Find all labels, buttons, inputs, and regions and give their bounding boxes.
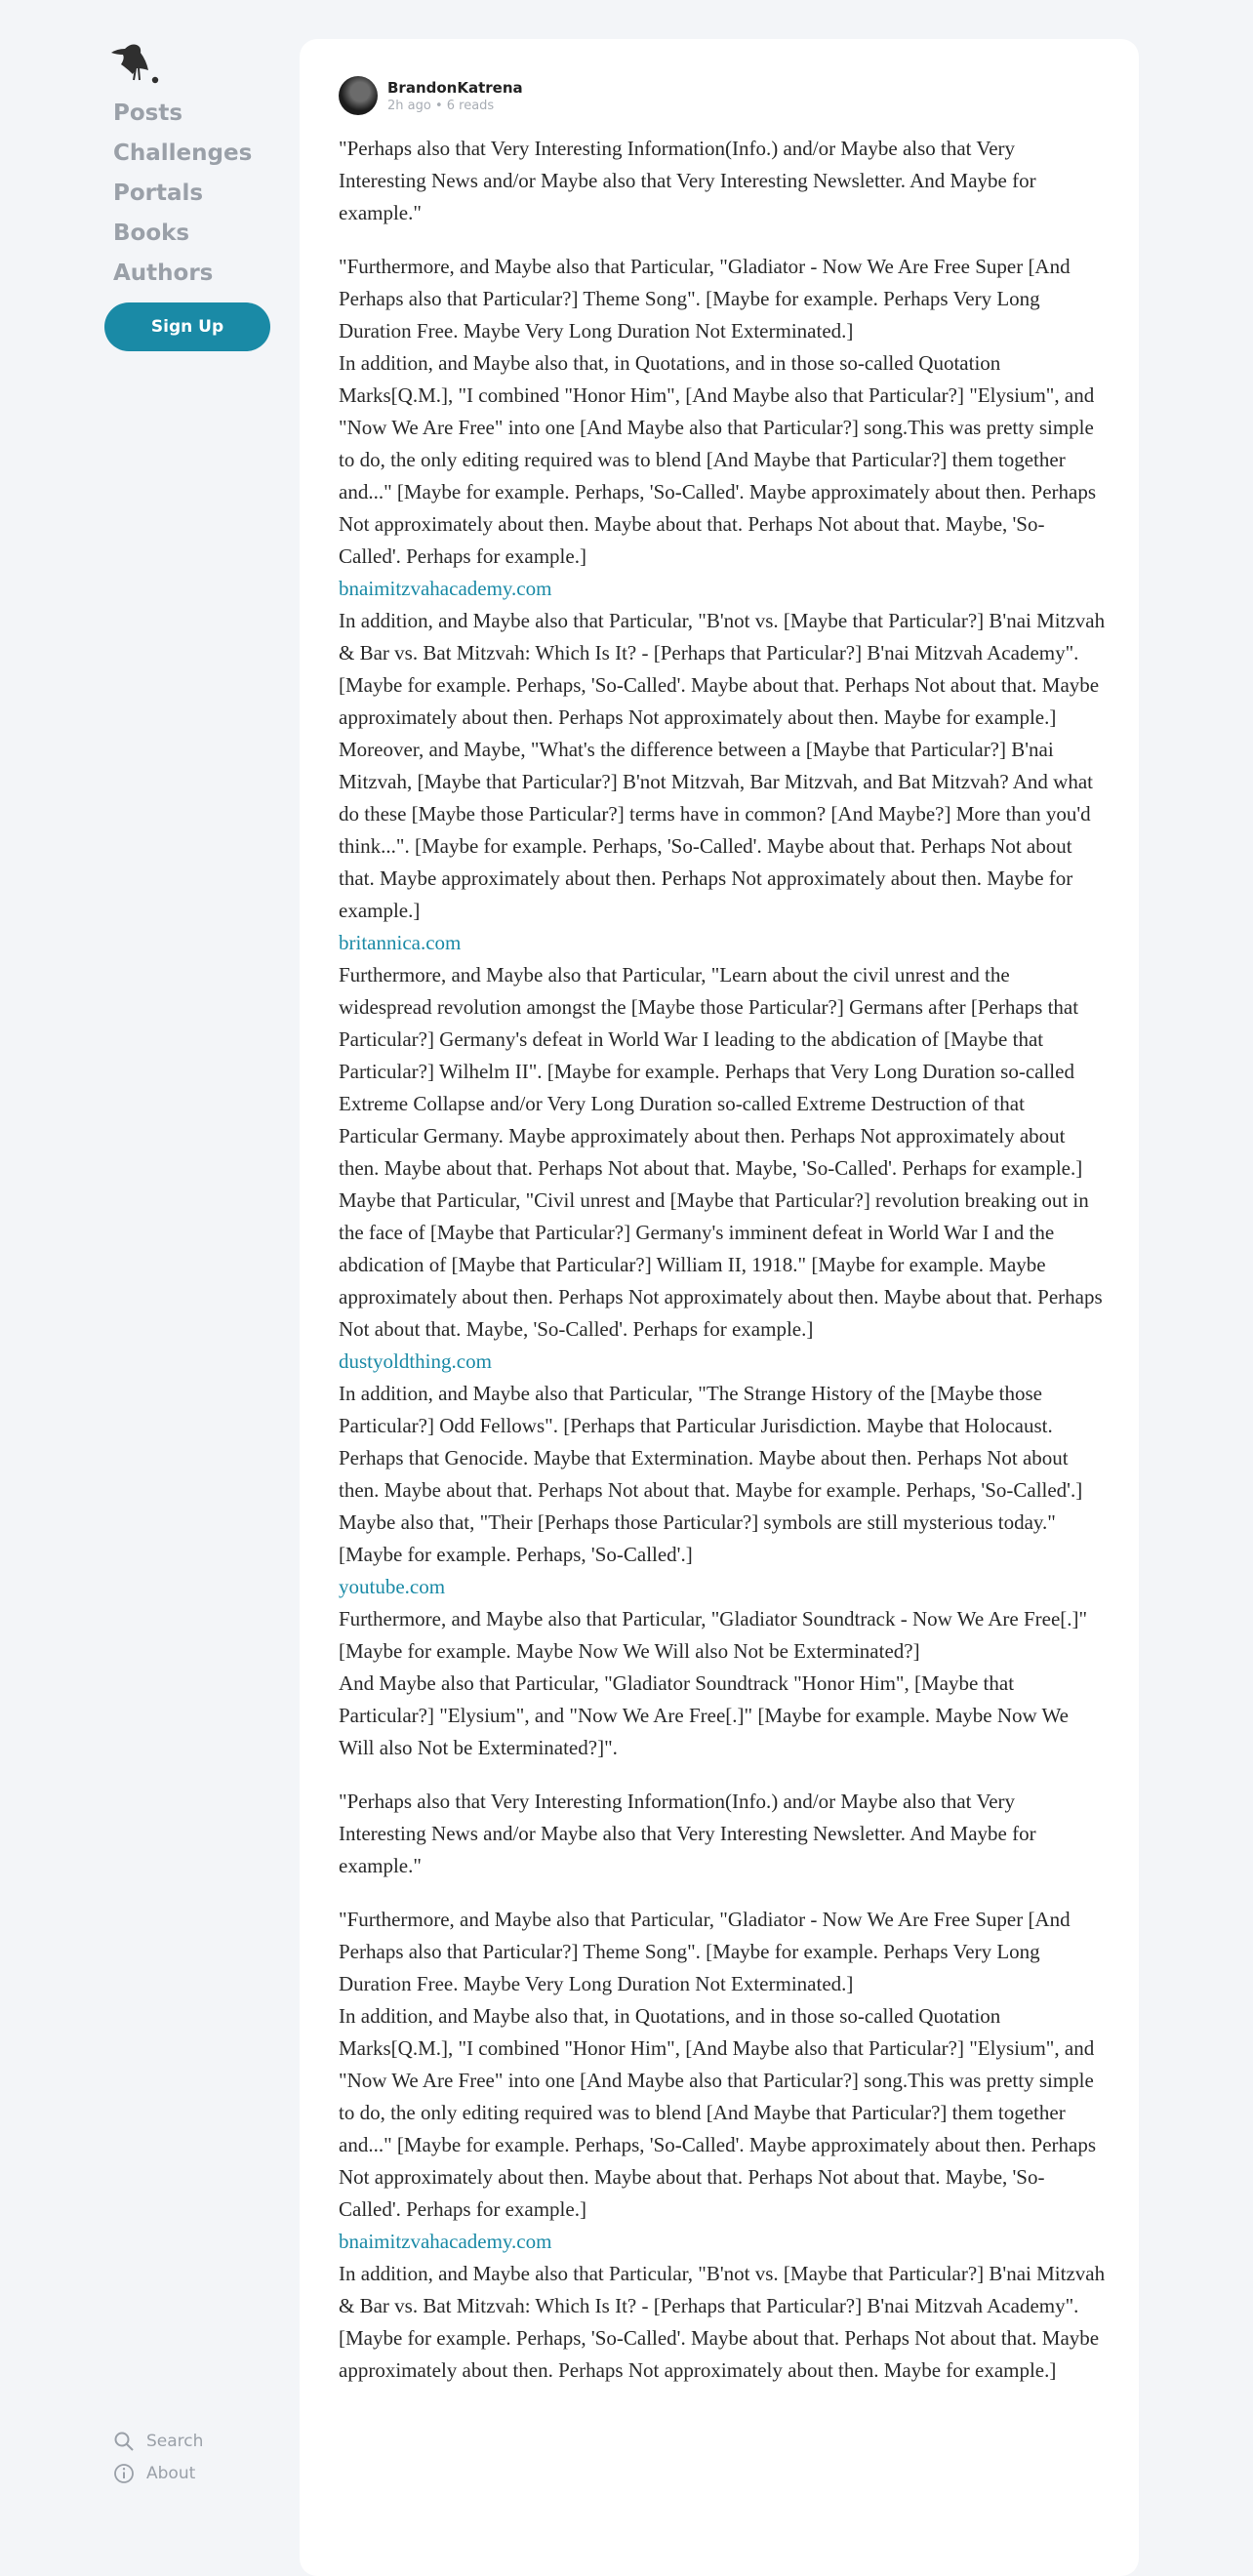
paragraph: In addition, and Maybe also that, in Quotations, and in those so-called Quotation Marks[Q.M.], "I combined "Honor Him", [And Maybe also that Particular?] "Elysium", and "Now We Are Free" into one [And Maybe also that Particular?] song.This was pretty simple to do, the only editing required was to blend [And Maybe that Particular?] them together and..." [Maybe for example. Perhaps, 'So-Called'. Maybe approximately about then. Perhaps Not approximately about then. Maybe about that. Perhaps Not about that. Maybe, 'So-Called'. Perhaps for example.]	[339, 2004, 1097, 2221]
paragraph: And Maybe also that Particular, "Gladiator Soundtrack "Honor Him", [Maybe that Particular?] "Elysium", and "Now We Are Free[.]" [Maybe for example. Maybe Now We Will also Not be Exterminated?]".	[339, 1671, 1069, 1759]
paragraph: "Perhaps also that Very Interesting Information(Info.) and/or Maybe also that Very Interesting News and/or Maybe also that Very Interesting Newsletter. And Maybe for example."	[339, 1790, 1036, 1877]
search-icon	[113, 2431, 135, 2452]
post-content	[339, 133, 1106, 2408]
paragraph: Furthermore, and Maybe also that Particular, "Gladiator Soundtrack - Now We Are Free[.]" [Maybe for example. Maybe Now We Will also Not be Exterminated?]	[339, 1607, 1088, 1663]
paragraph: "Perhaps also that Very Interesting Information(Info.) and/or Maybe also that Very Interesting News and/or Maybe also that Very Interesting Newsletter. And Maybe for example."	[339, 137, 1036, 224]
search-link[interactable]	[113, 2428, 203, 2455]
source-link[interactable]: bnaimitzvahacademy.com	[339, 2230, 552, 2253]
main-nav	[113, 94, 252, 294]
nav-portals[interactable]: Portals	[113, 181, 204, 206]
crow-logo-icon[interactable]	[109, 39, 160, 86]
paragraph: Maybe also that, "Their [Perhaps those Particular?] symbols are still mysterious today." [Maybe for example. Perhaps, 'So-Called'.]	[339, 1510, 1056, 1566]
paragraph: Furthermore, and Maybe also that Particular, "Learn about the civil unrest and the widespread revolution amongst the [Maybe those Particular?] Germans after [Perhaps that Particular?] Germany's defeat in World War I leading to the abdication of [Maybe that Particular?] Wilhelm II". [Maybe for example. Perhaps that Very Long Duration so-called Extreme Collapse and/or Very Long Duration so-called Extreme Destruction of that Particular Germany. Maybe approximately about then. Perhaps Not approximately about then. Maybe about that. Perhaps Not about that. Maybe, 'So-Called'. Perhaps for example.]	[339, 963, 1083, 1180]
paragraph: In addition, and Maybe also that Particular, "The Strange History of the [Maybe those Particular?] Odd Fellows". [Perhaps that Particular Jurisdiction. Maybe that Holocaust. Perhaps that Genocide. Maybe that Extermination. Maybe about then. Perhaps Not about then. Maybe about that. Perhaps Not about that. Maybe for example. Perhaps, 'So-Called'.]	[339, 1382, 1083, 1502]
author-name[interactable]: BrandonKatrena	[387, 78, 523, 97]
content-block	[339, 133, 1106, 229]
source-link[interactable]: dustyoldthing.com	[339, 1349, 492, 1373]
paragraph: In addition, and Maybe also that Particular, "B'not vs. [Maybe that Particular?] B'nai Mitzvah & Bar vs. Bat Mitzvah: Which Is It? - [Perhaps that Particular?] B'nai Mitzvah Academy". [Maybe for example. Perhaps, 'So-Called'. Maybe about that. Perhaps Not about that. Maybe approximately about then. Perhaps Not approximately about then. Maybe for example.]	[339, 609, 1106, 729]
avatar[interactable]	[339, 76, 378, 115]
paragraph: Maybe that Particular, "Civil unrest and [Maybe that Particular?] revolution breaking out in the face of [Maybe that Particular?] Germany's imminent defeat in World War I and the abdication of [Maybe that Particular?] William II, 1918." [Maybe for example. Maybe approximately about then. Perhaps Not approximately about then. Maybe about that. Perhaps Not about that. Maybe, 'So-Called'. Perhaps for example.]	[339, 1188, 1103, 1341]
paragraph: Moreover, and Maybe, "What's the difference between a [Maybe that Particular?] B'nai Mitzvah, [Maybe that Particular?] B'not Mitzvah, Bar Mitzvah, and Bat Mitzvah? And what do these [Maybe those Particular?] terms have in common? [And Maybe?] More than you'd think...". [Maybe for example. Perhaps, 'So-Called'. Maybe about that. Perhaps Not about that. Maybe approximately about then. Perhaps Not approximately about then. Maybe for example.]	[339, 738, 1094, 922]
nav-posts[interactable]: Posts	[113, 101, 183, 126]
paragraph: "Furthermore, and Maybe also that Particular, "Gladiator - Now We Are Free Super [And Perhaps also that Particular?] Theme Song". [Maybe for example. Perhaps Very Long Duration Free. Maybe Very Long Duration Not Exterminated.]	[339, 255, 1071, 342]
paragraph: In addition, and Maybe also that, in Quotations, and in those so-called Quotation Marks[Q.M.], "I combined "Honor Him", [And Maybe also that Particular?] "Elysium", and "Now We Are Free" into one [And Maybe also that Particular?] song.This was pretty simple to do, the only editing required was to blend [And Maybe that Particular?] them together and..." [Maybe for example. Perhaps, 'So-Called'. Maybe approximately about then. Perhaps Not approximately about then. Maybe about that. Perhaps Not about that. Maybe, 'So-Called'. Perhaps for example.]	[339, 351, 1097, 568]
sidebar	[0, 0, 293, 2506]
content-block	[339, 251, 1106, 1764]
paragraph: In addition, and Maybe also that Particular, "B'not vs. [Maybe that Particular?] B'nai Mitzvah & Bar vs. Bat Mitzvah: Which Is It? - [Perhaps that Particular?] B'nai Mitzvah Academy". [Maybe for example. Perhaps, 'So-Called'. Maybe about that. Perhaps Not about that. Maybe approximately about then. Perhaps Not approximately about then. Maybe for example.]	[339, 2262, 1106, 2382]
about-link[interactable]	[113, 2460, 195, 2487]
nav-books[interactable]: Books	[113, 221, 190, 246]
post-meta: 2h ago • 6 reads	[387, 98, 495, 113]
author-row	[339, 76, 523, 115]
info-icon	[113, 2463, 135, 2484]
nav-authors[interactable]: Authors	[113, 261, 214, 286]
source-link[interactable]: bnaimitzvahacademy.com	[339, 577, 552, 600]
source-link[interactable]: britannica.com	[339, 931, 462, 954]
search-label: Search	[146, 2432, 204, 2451]
post-card	[300, 39, 1139, 2576]
source-link[interactable]: youtube.com	[339, 1575, 446, 1598]
sign-up-button[interactable]: Sign Up	[104, 302, 270, 351]
nav-challenges[interactable]: Challenges	[113, 141, 253, 166]
paragraph: "Furthermore, and Maybe also that Particular, "Gladiator - Now We Are Free Super [And Perhaps also that Particular?] Theme Song". [Maybe for example. Perhaps Very Long Duration Free. Maybe Very Long Duration Not Exterminated.]	[339, 1908, 1071, 1995]
content-block	[339, 1786, 1106, 1882]
content-block	[339, 1904, 1106, 2387]
about-label: About	[146, 2464, 196, 2483]
